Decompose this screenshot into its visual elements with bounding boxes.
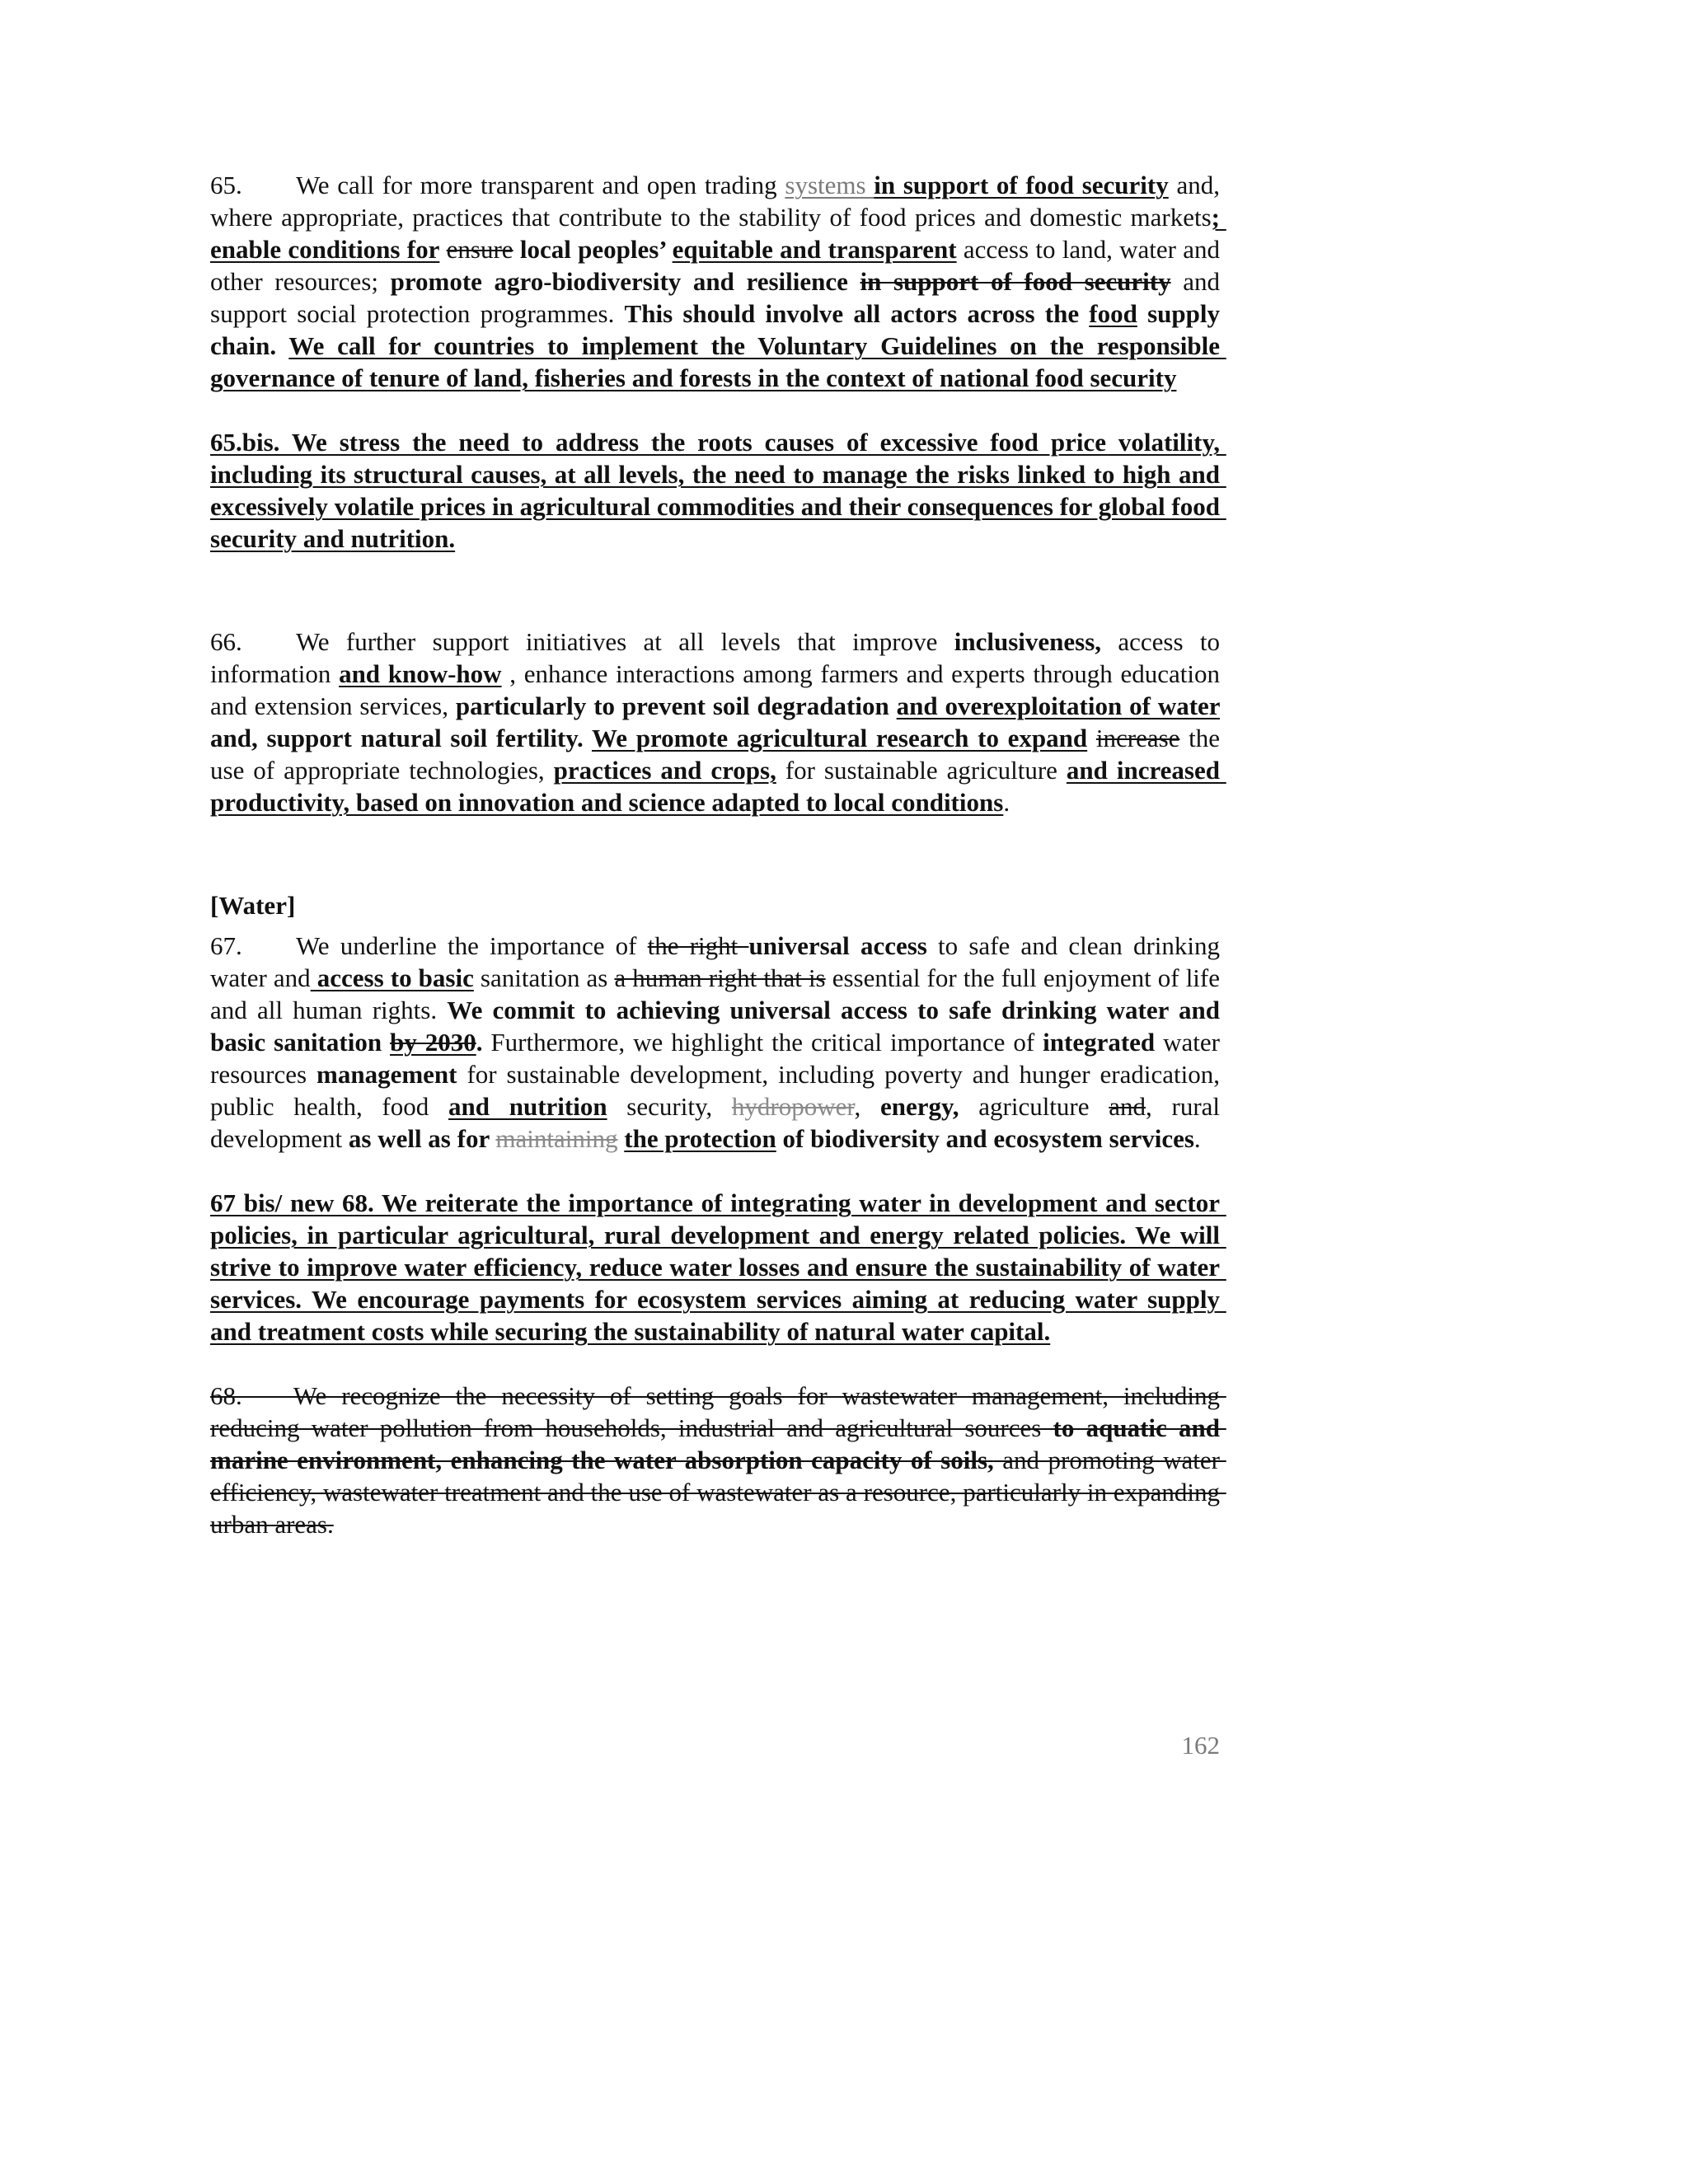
paragraph-68-deleted — [210, 1380, 1226, 1540]
text-run: . — [1193, 1124, 1201, 1153]
text-run: We commit to achieving universal access to safe drinking water and basic sanitation — [210, 996, 1226, 1057]
text-run: hydropower — [731, 1092, 855, 1121]
text-run: security, — [607, 1092, 732, 1121]
text-run: access to basic — [310, 963, 474, 992]
text-run: sanitation as — [473, 963, 615, 992]
text-run: essential for the full enjoyment of life and all human rights. — [210, 963, 1226, 1024]
text-run: and overexploitation of water — [896, 691, 1220, 720]
text-run: a human right that is — [614, 963, 826, 992]
text-run: We call for countries to implement the Voluntary Guidelines on the responsible governance of tenure of land, fisheries and forests in the context of national food security — [210, 331, 1226, 392]
text-run: for sustainable development, including poverty and hunger eradication, public health, food — [210, 1060, 1226, 1121]
text-run: . — [476, 1028, 483, 1057]
text-run: ensure — [446, 235, 513, 264]
text-run: as well as for — [348, 1124, 496, 1153]
text-run: the right — [647, 931, 749, 960]
paragraph-number: 66. — [210, 627, 242, 656]
text-run: the use of appropriate technologies, — [210, 724, 1226, 785]
text-run — [439, 235, 446, 264]
text-run: promote agro-biodiversity and resilience — [390, 267, 860, 296]
text-run: We call for more transparent and open trading — [296, 171, 785, 199]
text-run: food — [1089, 299, 1137, 328]
text-run: We further support initiatives at all levels that improve — [296, 627, 954, 656]
text-run: 68. We recognize the necessity of setting goals for wastewater management, including reducing water pollution from households, industrial and agricultural sources — [210, 1381, 1226, 1442]
text-run: to safe and clean drinking water and — [210, 931, 1226, 992]
paragraph-65 — [210, 169, 1226, 394]
text-run: and, support natural soil fertility. — [210, 691, 1226, 752]
text-run: and know-how — [339, 659, 502, 688]
text-run: by 2030 — [390, 1028, 476, 1057]
text-run: agriculture — [959, 1092, 1109, 1121]
text-run: particularly to prevent soil degradation — [455, 691, 897, 720]
text-run: and — [1109, 1092, 1146, 1121]
text-run: 67 bis/ new 68. We reiterate the importance of integrating water in development and sector policies, in particular agricultural, rural development and energy related policies. We will strive to improve water efficiency, reduce water losses and ensure the sustainability of water services. We encourage payments for ecosystem services aiming at reducing water supply and treatment costs while securing the sustainability of natural water capital. — [210, 1188, 1226, 1346]
text-run: maintaining — [495, 1124, 618, 1153]
text-run: and nutrition — [448, 1092, 607, 1121]
text-run: integrated — [1043, 1028, 1156, 1057]
paragraph-67-bis — [210, 1187, 1226, 1347]
text-run: water resources — [210, 1028, 1226, 1089]
text-run: local peoples’ — [513, 235, 673, 264]
document-page — [210, 169, 1226, 1540]
text-run: in support of food security — [860, 267, 1171, 296]
text-run: and promoting water efficiency, wastewater treatment and the use of wastewater as a resource, particularly in expanding urban areas. — [210, 1446, 1226, 1539]
text-run: and support social protection programmes. — [210, 267, 1226, 328]
paragraph-number: 67. — [210, 931, 242, 960]
section-heading-water: [Water] — [210, 891, 296, 920]
text-run: , rural development — [210, 1092, 1226, 1153]
text-run — [1087, 724, 1096, 752]
text-run: Furthermore, we highlight the critical importance of — [482, 1028, 1043, 1057]
text-run: We promote agricultural research to expand — [591, 724, 1088, 752]
text-run: equitable and transparent — [672, 235, 957, 264]
text-run: This should involve all actors across the — [624, 299, 1090, 328]
text-run: supply chain. — [210, 299, 1226, 360]
text-run: for sustainable agriculture — [776, 756, 1067, 785]
page-number: 162 — [1181, 1731, 1220, 1760]
text-run: increase — [1095, 724, 1180, 752]
paragraph-65-bis — [210, 426, 1226, 555]
text-run: , — [854, 1092, 880, 1121]
text-run: access to information — [210, 627, 1226, 688]
text-run: energy, — [879, 1092, 959, 1121]
text-run: inclusiveness, — [954, 627, 1102, 656]
text-run: We underline the importance of — [296, 931, 648, 960]
text-run: ; enable conditions for — [210, 203, 1226, 264]
text-run: systems — [785, 171, 874, 199]
text-run: of biodiversity and ecosystem services — [776, 1124, 1194, 1153]
text-run: universal access — [748, 931, 927, 960]
text-run: 65.bis. We stress the need to address the roots causes of excessive food price volatility, including its structural causes, at all levels, the need to manage the risks linked to high and excessively volatile prices in agricultural commodities and their consequences for global food security and nutrition. — [210, 428, 1226, 553]
text-run: the protection — [624, 1124, 776, 1153]
paragraph-66 — [210, 626, 1226, 818]
text-run: . — [1003, 788, 1010, 817]
paragraph-number: 65. — [210, 171, 242, 199]
text-run: practices and crops, — [553, 756, 776, 785]
text-run: , enhance interactions among farmers and experts through education and extension services, — [210, 659, 1226, 720]
text-run: management — [316, 1060, 457, 1089]
text-run: access to land, water and other resources; — [210, 235, 1226, 296]
text-run: in support of food security — [874, 171, 1169, 199]
paragraph-67 — [210, 930, 1226, 1155]
text-run: to aquatic and marine environment, enhancing the water absorption capacity of soils, — [210, 1413, 1226, 1474]
text-run: and, where appropriate, practices that contribute to the stability of food prices and domestic markets — [210, 171, 1226, 232]
text-run: and increased productivity, based on innovation and science adapted to local conditions — [210, 756, 1226, 817]
